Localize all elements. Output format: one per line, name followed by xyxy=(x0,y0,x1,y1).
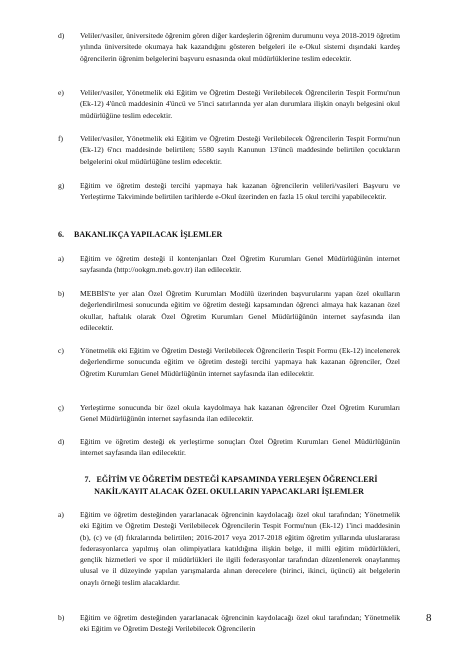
item-text: Veliler/vasiler, Yönetmelik eki Eğitim ve Öğretim Desteği Verilebilecek Öğrencilerin Tespit Formu'nun (Ek-12) 6'ncı maddesinde belirtilen; 5580 sayılı Kanunun 13'üncü maddesinde belirtilen çocukların belgelerini okul müdürlüğüne teslim edecektir. xyxy=(80,134,400,166)
item-label: a) xyxy=(58,510,64,519)
section-title: BAKANLIKÇA YAPILACAK İŞLEMLER xyxy=(74,230,223,239)
page-number: 8 xyxy=(426,612,432,624)
item-label: a) xyxy=(58,254,64,263)
list-item xyxy=(58,253,400,276)
section-heading xyxy=(58,474,400,486)
section-heading xyxy=(58,229,400,241)
list-item xyxy=(58,436,400,459)
section-title-line2: NAKİL/KAYIT ALACAK ÖZEL OKULLARIN YAPACAKLARI İŞLEMLER xyxy=(94,487,364,496)
item-text: Eğitim ve öğretim desteği tercihi yapmaya hak kazanan öğrencilerin velileri/vasileri Başvuru ve Yerleştirme Takviminde belirtilen tarihlerde e-Okul üzerinden en fazla 15 okul tercihi yapabilecektir. xyxy=(80,181,400,202)
item-label: e) xyxy=(58,88,64,97)
list-item xyxy=(58,288,400,333)
section-number: 6. xyxy=(58,230,64,239)
item-text: Eğitim ve öğretim desteğinden yararlanacak öğrencinin kaydolacağı özel okul tarafından; Yönetmelik eki Eğitim ve Öğretim Desteği Verilebilecek Öğrencilerin xyxy=(80,613,400,634)
item-text: Yerleştirme sonucunda bir özel okula kaydolmaya hak kazanan öğrenciler Özel Öğretim Kurumları Genel Müdürlüğünün internet sayfasında ilan edilecektir. xyxy=(80,403,400,424)
section-number: 7. xyxy=(84,475,91,484)
item-text: MEBBİS'te yer alan Özel Öğretim Kurumları Modülü üzerinden başvurularını yapan özel okulların değerlendirilmesi sonucunda eğitim ve öğretim desteği kapsamından öğrenci almaya hak kazanan özel okullar, haftalık olarak Özel Öğretim Kurumları Genel Müdürlüğünün internet sayfasında ilan edilecektir. xyxy=(80,289,400,332)
item-text: Eğitim ve öğretim desteği il kontenjanları Özel Öğretim Kurumları Genel Müdürlüğünün internet sayfasında (http://ookgm.meb.gov.tr) ilan edilecektir. xyxy=(80,254,400,275)
item-label: c) xyxy=(58,346,64,355)
item-label: d) xyxy=(58,31,65,40)
list-item xyxy=(58,180,400,203)
list-item xyxy=(58,402,400,425)
list-item xyxy=(58,612,400,635)
list-item xyxy=(58,30,400,64)
item-label: ç) xyxy=(58,403,64,412)
item-text: Veliler/vasiler, Yönetmelik eki Eğitim ve Öğretim Desteği Verilebilecek Öğrencilerin Tespit Formu'nun (Ek-12) 4'üncü maddesinin 4'üncü ve 5'inci satırlarında yer alan durumlara ilişkin onaylı belgesini okul müdürlüğüne teslim edecektir. xyxy=(80,88,400,120)
list-item xyxy=(58,133,400,167)
section-title-line1: EĞİTİM VE ÖĞRETİM DESTEĞİ KAPSAMINDA YERLEŞEN ÖĞRENCLERİ xyxy=(96,475,378,484)
item-text: Eğitim ve öğretim desteğinden yararlanacak öğrencinin kaydolacağı özel okul tarafından; Yönetmelik eki Eğitim ve Öğretim Desteği Verilebilecek Öğrencilerin Tespit Formu'nun (Ek-12) 1'inci maddesinin (b), (c) ve (d) fıkralarında belirtilen; 2016-2017 veya 2017-2018 eğitim öğretim yıllarında uluslararası federasyonlarca yapılmış olan olimpiyatlara katıldığına ilişkin belge, il milli eğitim müdürlükleri, gençlik hizmetleri ve spor il müdürlükleri ile ilgili federasyonlar tarafından düzenlenerek onaylanmış ulusal ve il düzeyinde yapılan yarışmalarda alınan derecelere (birinci, ikinci, üçüncü) ait belgelerin onaylı örneği teslim alacaklardır. xyxy=(80,510,400,587)
item-text: Yönetmelik eki Eğitim ve Öğretim Desteği Verilebilecek Öğrencilerin Tespit Formu (Ek-12) incelenerek değerlendirme sonucunda eğitim ve öğretim desteği tercihi yapmaya hak kazanan öğrenciler, Özel Öğretim Kurumları Genel Müdürlüğünün internet sayfasında ilan edilecektir. xyxy=(80,346,400,378)
item-label: b) xyxy=(58,289,65,298)
item-text: Eğitim ve öğretim desteği ek yerleştirme sonuçları Özel Öğretim Kurumları Genel Müdürlüğünün internet sayfasında ilan edilecektir. xyxy=(80,437,400,458)
item-text: Veliler/vasiler, üniversitede öğrenim gören diğer kardeşlerin öğrenim durumunu veya 2018-2019 öğretim yılında üniversitede okumaya hak kazandığını gösteren belgeleri ile e-Okul sistemi dışındaki kardeş öğrencilerin öğrenim belgelerini başvuru esnasında okul müdürlüklerine teslim edecektir. xyxy=(80,31,400,63)
item-label: b) xyxy=(58,613,65,622)
item-label: d) xyxy=(58,437,65,446)
section-heading-continued xyxy=(58,486,400,498)
item-label: f) xyxy=(58,134,64,143)
item-label: g) xyxy=(58,181,65,190)
list-item xyxy=(58,509,400,588)
list-item xyxy=(58,345,400,379)
list-item xyxy=(58,87,400,121)
